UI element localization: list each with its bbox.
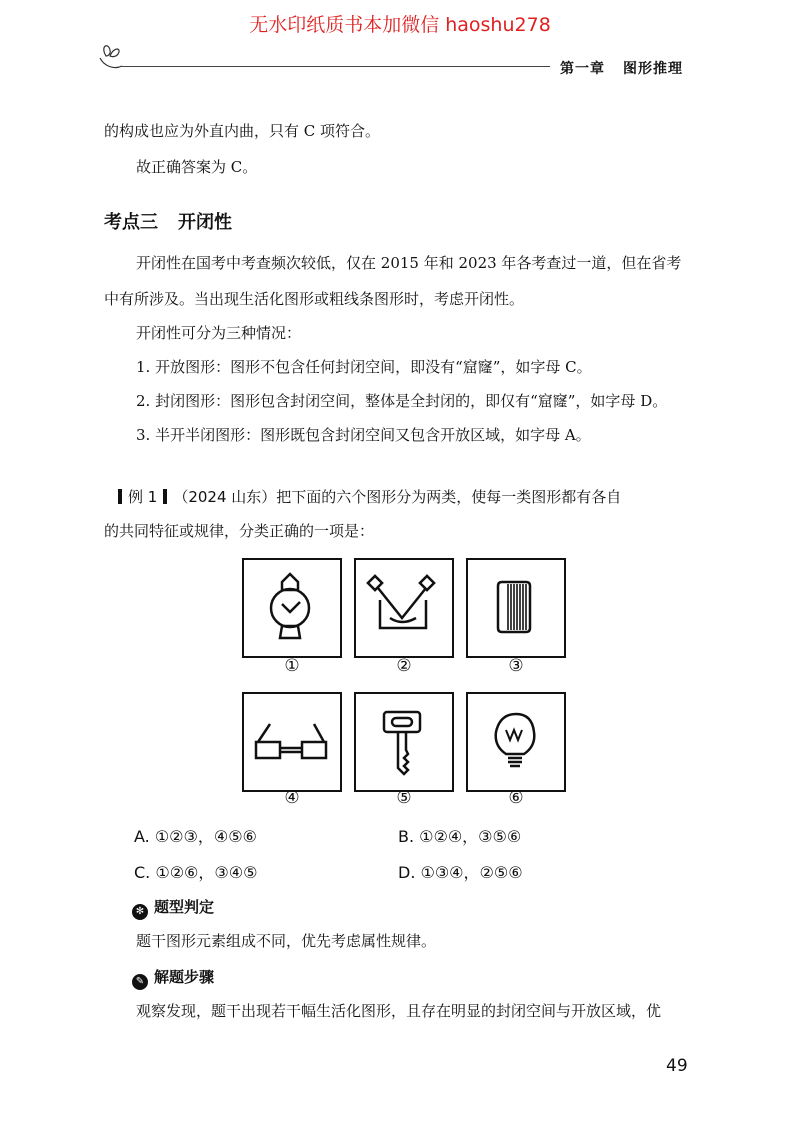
figure-3 (466, 558, 566, 658)
body-line-2: 故正确答案为 C。 (136, 158, 258, 176)
paragraph-1b: 中有所涉及。当出现生活化图形或粗线条图形时，考虑开闭性。 (104, 290, 525, 308)
figure-2 (354, 558, 454, 658)
basket-icon (356, 560, 451, 655)
question-type-text: 题干图形元素组成不同，优先考虑属性规律。 (136, 932, 437, 950)
leaf-icon (96, 40, 126, 72)
lightbulb-icon (468, 694, 563, 789)
question-type-heading (132, 896, 214, 920)
figure-1 (242, 558, 342, 658)
figure-4 (242, 692, 342, 792)
example-label: 例 1 (128, 488, 158, 506)
example-question (112, 486, 621, 507)
example-question-line-1: （2024 山东）把下面的六个图形分为两类，使每一类图形都有各自 (173, 488, 622, 506)
example-question-line-2: 的共同特征或规律，分类正确的一项是： (104, 522, 375, 540)
paragraph-4: 2. 封闭图形：图形包含封闭空间，整体是全封闭的，即仅有“窟窿”，如字母 D。 (136, 392, 668, 410)
question-type-title: 题型判定 (154, 898, 215, 916)
figure-6-label: ⑥ (508, 788, 524, 808)
section-heading (104, 208, 232, 234)
paragraph-2: 开闭性可分为三种情况： (136, 324, 302, 342)
figure-4-label: ④ (284, 788, 300, 808)
option-d[interactable]: D. ①③④，②⑤⑥ (398, 863, 523, 882)
figure-5 (354, 692, 454, 792)
page-number: 49 (666, 1056, 688, 1076)
glasses-icon (244, 694, 339, 789)
option-c[interactable]: C. ①②⑥，③④⑤ (134, 863, 258, 882)
solution-steps-title: 解题步骤 (154, 968, 215, 986)
gear-icon: ✻ (132, 904, 148, 920)
section-title: 开闭性 (178, 212, 232, 233)
figure-3-label: ③ (508, 656, 524, 676)
chapter-title: 图形推理 (623, 61, 683, 77)
figure-5-label: ⑤ (396, 788, 412, 808)
paragraph-1a: 开闭性在国考中考查频次较低，仅在 2015 年和 2023 年各考查过一道，但在省考 (136, 254, 682, 272)
key-icon (356, 694, 451, 789)
body-line-1: 的构成也应为外直内曲，只有 C 项符合。 (104, 122, 381, 140)
option-a[interactable]: A. ①②③，④⑤⑥ (134, 827, 257, 846)
header-rule (120, 66, 550, 67)
option-b[interactable]: B. ①②④，③⑤⑥ (398, 827, 522, 846)
figure-1-label: ① (284, 656, 300, 676)
section-number: 考点三 (104, 212, 158, 233)
watermark-text: 无水印纸质书本加微信 haoshu278 (249, 14, 551, 36)
pen-icon: ✎ (132, 974, 148, 990)
chapter-number: 第一章 (560, 61, 605, 77)
solution-steps-text: 观察发现，题干出现若干幅生活化图形，且存在明显的封闭空间与开放区域，优 (136, 1002, 662, 1020)
figure-6 (466, 692, 566, 792)
solution-steps-heading (132, 966, 214, 990)
comb-icon (468, 560, 563, 655)
running-header (560, 58, 683, 78)
paragraph-5: 3. 半开半闭图形：图形既包含封闭空间又包含开放区域，如字母 A。 (136, 426, 591, 444)
figure-2-label: ② (396, 656, 412, 676)
paragraph-3: 1. 开放图形：图形不包含任何封闭空间，即没有“窟窿”，如字母 C。 (136, 358, 592, 376)
watch-icon (244, 560, 339, 655)
